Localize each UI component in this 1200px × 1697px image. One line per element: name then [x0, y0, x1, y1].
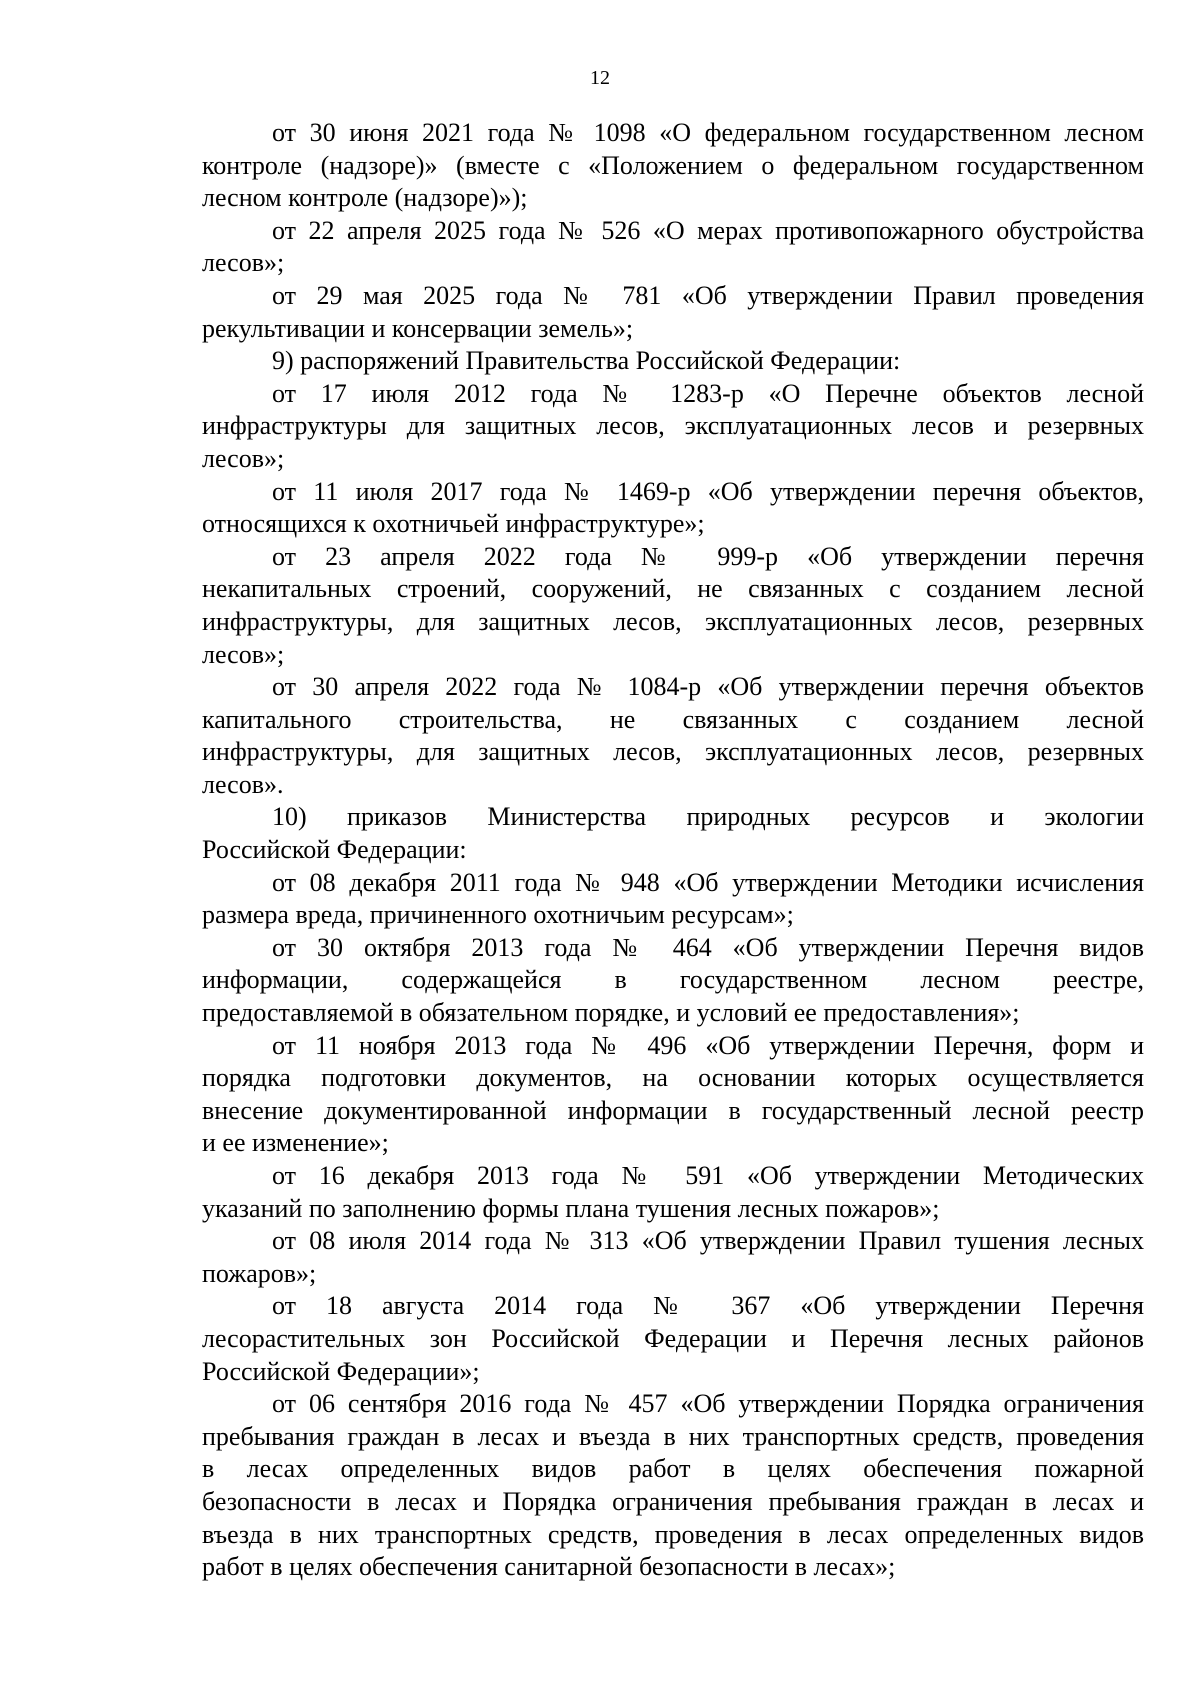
- paragraph-line: некапитальных строений, сооружений, не связанных с созданием лесной: [202, 574, 1144, 604]
- paragraph-line: рекультивации и консервации земель»;: [202, 313, 634, 343]
- paragraph-line: работ в целях обеспечения санитарной безопасности в лесах»;: [202, 1552, 896, 1582]
- paragraph-line: и ее изменение»;: [202, 1128, 389, 1158]
- paragraph-line: размера вреда, причиненного охотничьим ресурсам»;: [202, 900, 794, 930]
- paragraph: [202, 1290, 1144, 1388]
- paragraph: [202, 932, 1144, 1030]
- paragraph: [202, 345, 1144, 378]
- paragraph-line: Российской Федерации»;: [202, 1356, 480, 1386]
- page-number: 12: [590, 67, 610, 89]
- paragraph-line: капитального строительства, не связанных с созданием лесной: [202, 704, 1144, 734]
- paragraph-line: внесение документированной информации в государственный лесной реестр: [202, 1095, 1144, 1125]
- paragraph-line: информации, содержащейся в государственном лесном реестре,: [202, 965, 1144, 995]
- paragraph-line: от 08 декабря 2011 года № 948 «Об утверждении Методики исчисления: [272, 867, 1144, 897]
- paragraph-line: лесов»;: [202, 248, 285, 278]
- paragraph: [202, 476, 1144, 541]
- paragraph: [202, 671, 1144, 801]
- paragraph-line: от 30 апреля 2022 года № 1084-р «Об утверждении перечня объектов: [272, 672, 1144, 702]
- paragraph-line: лесов»;: [202, 639, 285, 669]
- paragraph-line: предоставляемой в обязательном порядке, и условий ее предоставления»;: [202, 998, 1020, 1028]
- paragraph-line: порядка подготовки документов, на основании которых осуществляется: [202, 1063, 1144, 1093]
- paragraph-line: от 17 июля 2012 года № 1283-р «О Перечне объектов лесной: [272, 378, 1144, 408]
- paragraph: [202, 1225, 1144, 1290]
- paragraph: [202, 801, 1144, 866]
- paragraph-line: инфраструктуры для защитных лесов, эксплуатационных лесов и резервных: [202, 411, 1144, 441]
- paragraph: [202, 867, 1144, 932]
- paragraph: [202, 541, 1144, 671]
- document-body: [202, 117, 1144, 1584]
- paragraph-line: 9) распоряжений Правительства Российской Федерации:: [272, 346, 901, 376]
- paragraph-line: инфраструктуры, для защитных лесов, эксплуатационных лесов, резервных: [202, 606, 1144, 636]
- paragraph: [202, 280, 1144, 345]
- paragraph: [202, 378, 1144, 476]
- paragraph: [202, 215, 1144, 280]
- paragraph-line: въезда в них транспортных средств, проведения в лесах определенных видов: [202, 1519, 1144, 1549]
- paragraph-line: контроле (надзоре)» (вместе с «Положением о федеральном государственном: [202, 150, 1144, 180]
- paragraph: [202, 1030, 1144, 1160]
- paragraph: [202, 1388, 1144, 1584]
- paragraph-line: от 08 июля 2014 года № 313 «Об утверждении Правил тушения лесных: [272, 1226, 1144, 1256]
- paragraph-line: лесном контроле (надзоре)»);: [202, 183, 528, 213]
- paragraph-line: в лесах определенных видов работ в целях обеспечения пожарной: [202, 1454, 1144, 1484]
- paragraph-line: пребывания граждан в лесах и въезда в них транспортных средств, проведения: [202, 1421, 1144, 1451]
- paragraph-line: Российской Федерации:: [202, 835, 467, 865]
- paragraph-line: от 29 мая 2025 года № 781 «Об утверждении Правил проведения: [272, 280, 1144, 310]
- paragraph: [202, 117, 1144, 215]
- paragraph-line: указаний по заполнению формы плана тушения лесных пожаров»;: [202, 1193, 940, 1223]
- paragraph: [202, 1160, 1144, 1225]
- paragraph-line: от 18 августа 2014 года № 367 «Об утверждении Перечня: [272, 1291, 1144, 1321]
- paragraph-line: от 23 апреля 2022 года № 999-р «Об утверждении перечня: [272, 541, 1144, 571]
- paragraph-line: лесов»;: [202, 443, 285, 473]
- paragraph-line: пожаров»;: [202, 1258, 317, 1288]
- paragraph-line: относящихся к охотничьей инфраструктуре»;: [202, 509, 705, 539]
- paragraph-line: от 11 ноября 2013 года № 496 «Об утверждении Перечня, форм и: [272, 1030, 1144, 1060]
- paragraph-line: от 30 октября 2013 года № 464 «Об утверждении Перечня видов: [272, 932, 1144, 962]
- paragraph-line: инфраструктуры, для защитных лесов, эксплуатационных лесов, резервных: [202, 737, 1144, 767]
- paragraph-line: лесорастительных зон Российской Федерации и Перечня лесных районов: [202, 1323, 1144, 1353]
- paragraph-line: лесов».: [202, 769, 284, 799]
- paragraph-line: от 11 июля 2017 года № 1469-р «Об утверждении перечня объектов,: [272, 476, 1144, 506]
- paragraph-line: от 22 апреля 2025 года № 526 «О мерах противопожарного обустройства: [272, 215, 1144, 245]
- paragraph-line: от 06 сентября 2016 года № 457 «Об утверждении Порядка ограничения: [272, 1389, 1144, 1419]
- paragraph-line: от 30 июня 2021 года № 1098 «О федеральном государственном лесном: [272, 118, 1144, 147]
- paragraph-line: безопасности в лесах и Порядка ограничения пребывания граждан в лесах и: [202, 1486, 1144, 1516]
- paragraph-line: от 16 декабря 2013 года № 591 «Об утверждении Методических: [272, 1161, 1144, 1190]
- paragraph-line: 10) приказов Министерства природных ресурсов и экологии: [272, 802, 1144, 832]
